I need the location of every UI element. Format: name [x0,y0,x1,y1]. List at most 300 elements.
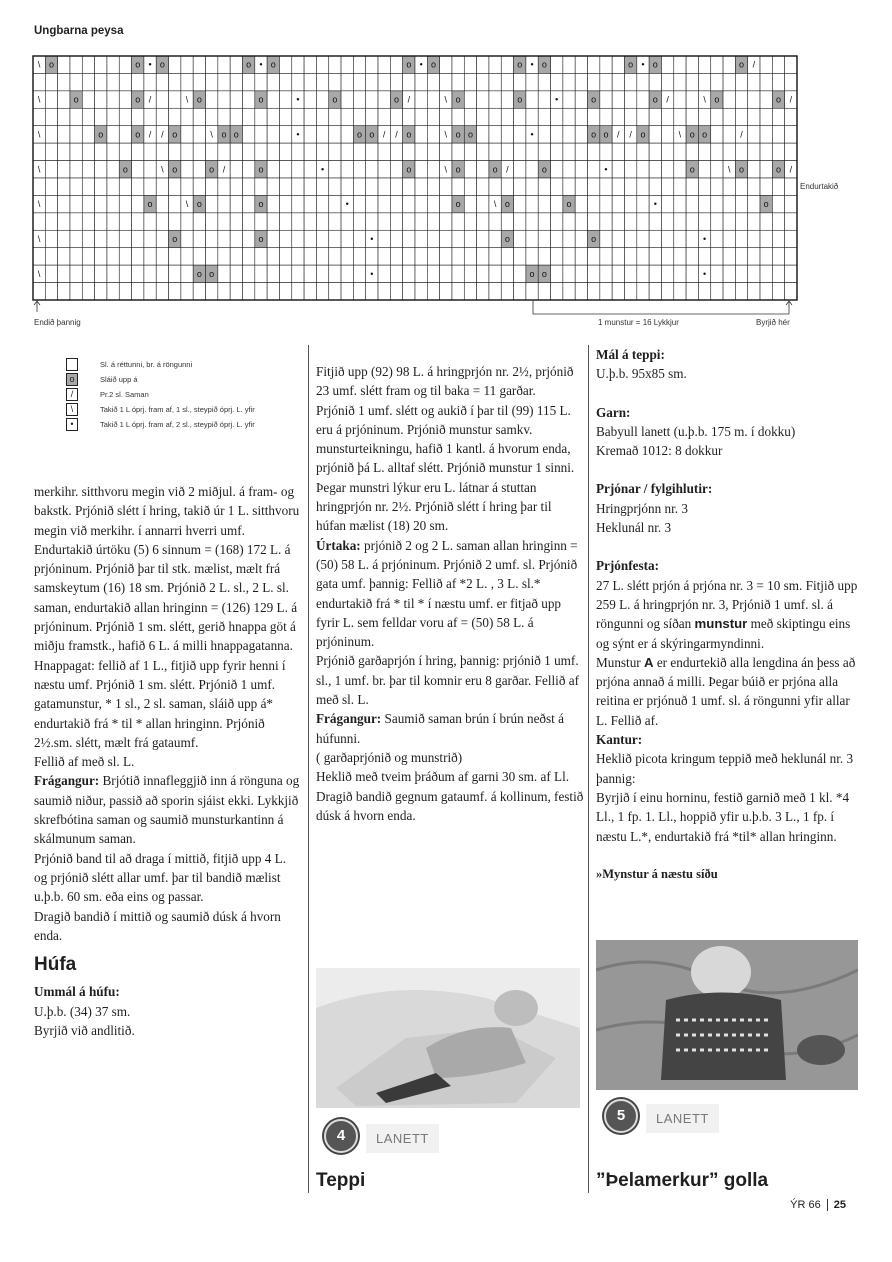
chart-cell [661,195,673,212]
chart-cell [772,195,784,212]
chart-cell [711,213,723,230]
chart-cell [489,283,501,300]
chart-cell [772,265,784,282]
chart-cell [304,283,316,300]
chart-cell [193,178,205,195]
chart-cell [440,108,452,125]
pattern-number-badge: 5 [604,1099,638,1133]
chart-cell [403,108,415,125]
chart-symbol: o [541,164,547,175]
chart-cell [526,230,538,247]
chart-cell [661,248,673,265]
chart-symbol: o [122,164,128,175]
chart-cell [292,108,304,125]
chart-cell [70,230,82,247]
paragraph [596,403,864,422]
chart-symbol: o [258,164,264,175]
cardigan-photo [596,940,858,1090]
chart-cell [452,283,464,300]
chart-cell [82,213,94,230]
chart-cell [477,283,489,300]
chart-cell [267,73,279,90]
chart-cell [649,178,661,195]
chart-symbol: / [789,94,793,105]
chart-cell [415,91,427,108]
chart-cell [341,56,353,73]
chart-cell [514,248,526,265]
chart-cell [624,143,636,160]
chart-cell [760,56,772,73]
baby-on-blanket-image [316,968,580,1108]
chart-cell [33,283,45,300]
chart-cell [772,230,784,247]
chart-cell [304,108,316,125]
chart-cell [206,108,218,125]
chart-cell [267,91,279,108]
chart-cell [119,195,131,212]
chart-symbol: o [270,59,276,70]
chart-cell [403,73,415,90]
chart-symbol: o [467,129,473,140]
chart-cell [637,143,649,160]
chart-cell [600,108,612,125]
chart-cell [316,248,328,265]
chart-cell [181,108,193,125]
chart-cell [378,178,390,195]
chart-cell [58,108,70,125]
chart-cell [33,178,45,195]
chart-label-start: Byrjið hér [756,318,790,327]
chart-cell [70,56,82,73]
chart-cell [144,108,156,125]
chart-cell [624,248,636,265]
chart-cell [107,161,119,178]
chart-cell [477,213,489,230]
chart-cell [661,213,673,230]
chart-cell [464,91,476,108]
chart-cell [501,73,513,90]
chart-cell [661,230,673,247]
chart-cell [304,126,316,143]
chart-cell [316,73,328,90]
chart-cell [218,143,230,160]
chart-cell [218,178,230,195]
chart-cell [427,265,439,282]
chart-cell [218,230,230,247]
chart-cell [95,56,107,73]
chart-cell [107,56,119,73]
chart-cell [329,230,341,247]
chart-cell [686,265,698,282]
chart-cell [390,108,402,125]
chart-cell [440,265,452,282]
chart-cell [600,248,612,265]
chart-cell [341,283,353,300]
chart-cell [242,213,254,230]
column-1 [34,482,302,1040]
chart-cell [366,195,378,212]
chart-cell [661,178,673,195]
chart-cell [415,178,427,195]
chart-cell [119,283,131,300]
chart-symbol: / [740,129,743,140]
chart-cell [230,213,242,230]
chart-cell [82,108,94,125]
chart-cell [551,283,563,300]
chart-cell [403,143,415,160]
urtaka-label: Úrtaka: [316,537,361,553]
chart-cell [378,265,390,282]
chart-cell [563,248,575,265]
chart-cell [119,56,131,73]
chart-cell [45,195,57,212]
chart-cell [33,108,45,125]
chart-cell [748,143,760,160]
chart-cell [415,195,427,212]
chart-symbol: o [640,129,646,140]
chart-symbol: o [135,94,141,105]
chart-cell [464,161,476,178]
chart-cell [378,161,390,178]
chart-cell [588,248,600,265]
chart-cell [230,56,242,73]
chart-cell [58,248,70,265]
chart-symbol: • [604,164,608,175]
garn-label: Garn: [596,404,631,420]
chart-cell [132,178,144,195]
chart-cell [723,265,735,282]
chart-cell [304,56,316,73]
chart-cell [403,283,415,300]
chart-cell [452,143,464,160]
chart-symbol: / [752,59,756,70]
chart-cell [772,178,784,195]
chart-cell [292,73,304,90]
chart-cell [107,126,119,143]
chart-cell [45,283,57,300]
page-title: Ungbarna peysa [34,25,124,37]
page-number [790,1199,846,1211]
chart-cell [70,161,82,178]
chart-cell [501,283,513,300]
chart-cell [772,126,784,143]
chart-symbol: o [135,129,141,140]
chart-cell [588,108,600,125]
chart-cell [169,178,181,195]
paragraph: Byrjið í einu horninu, festið garnið með 1 kl. *4 Ll., 1 fp. 1. Ll., hoppið yfir u.þ.b. 3 L., 1 fp. í næstu L.*, endurtakið frá *til* allan hringinn. [596,789,850,844]
chart-symbol: o [159,59,165,70]
chart-cell [748,265,760,282]
chart-cell [378,108,390,125]
chart-cell [193,56,205,73]
chart-cell [242,108,254,125]
chart-cell [366,108,378,125]
chart-cell [612,161,624,178]
chart-cell [156,91,168,108]
yarn-label: LANETT [366,1124,439,1153]
chart-cell [415,108,427,125]
chart-cell [711,283,723,300]
chart-cell [477,230,489,247]
chart-cell [390,56,402,73]
chart-cell [218,265,230,282]
chart-cell [563,126,575,143]
chart-cell [600,213,612,230]
chart-cell [341,161,353,178]
text: 27 L. slétt prjón á prjóna nr. 3 = 10 sm. Fitjið upp 259 L. á hringprjón nr. 3, Prjónið 1 umf. sl. á röngunni og síðan [596,577,858,632]
chart-symbol: o [209,268,215,279]
paragraph: Heklið picota kringum teppið með heklunál nr. 3 þannig: [596,751,854,786]
chart-cell [624,230,636,247]
chart-cell [144,161,156,178]
chart-cell [366,91,378,108]
chart-cell [378,91,390,108]
chart-cell [563,143,575,160]
chart-cell [415,143,427,160]
chart-cell [279,195,291,212]
chart-cell [267,230,279,247]
baby-in-cardigan-image [596,940,858,1090]
chart-cell [70,126,82,143]
chart-symbol: o [628,59,634,70]
chart-cell [58,73,70,90]
chart-cell [230,230,242,247]
chart-cell [156,283,168,300]
chart-symbol: o [492,164,498,175]
chart-cell [242,230,254,247]
chart-cell [156,73,168,90]
chart-cell [255,283,267,300]
chart-cell [316,108,328,125]
chart-cell [230,108,242,125]
chart-cell [95,161,107,178]
chart-cell [279,283,291,300]
chart-cell [723,195,735,212]
chart-cell [255,265,267,282]
chart-label-unit: 1 munstur = 16 Lykkjur [598,318,679,327]
chart-symbol: o [689,129,695,140]
chart-cell [563,283,575,300]
chart-symbol: o [591,234,597,244]
chart-cell [279,248,291,265]
chart-cell [82,248,94,265]
chart-cell [723,108,735,125]
chart-cell [649,230,661,247]
chart-symbol: / [395,129,398,140]
chart-cell [772,248,784,265]
chart-cell [748,195,760,212]
chart-cell [390,161,402,178]
chart-cell [403,195,415,212]
chart-cell [279,91,291,108]
chart-cell [711,143,723,160]
chart-cell [341,108,353,125]
chart-cell [551,161,563,178]
chart-cell [575,178,587,195]
magazine-issue: ÝR 66 [790,1199,821,1211]
chart-cell [588,283,600,300]
chart-cell [748,73,760,90]
chart-symbol: o [196,94,202,105]
chart-cell [723,143,735,160]
chart-cell [255,178,267,195]
chart-cell [501,56,513,73]
chart-cell [514,73,526,90]
chart-cell [588,178,600,195]
column-3 [596,345,864,884]
chart-symbol: o [196,268,202,279]
chart-cell [181,248,193,265]
chart-cell [119,73,131,90]
chart-cell [637,195,649,212]
chart-cell [637,265,649,282]
chart-symbol: \ [37,59,41,70]
chart-cell [538,195,550,212]
chart-symbol: • [370,268,374,279]
chart-cell [563,213,575,230]
chart-cell [612,56,624,73]
chart-cell [95,143,107,160]
chart-symbol: • [555,94,559,105]
chart-cell [723,248,735,265]
chart-cell [45,143,57,160]
chart-cell [292,265,304,282]
chart-cell [353,265,365,282]
chart-cell [551,248,563,265]
chart-cell [82,56,94,73]
chart-symbol: / [617,129,620,140]
chart-cell [575,265,587,282]
chart-symbol: \ [444,164,448,175]
chart-symbol: o [332,94,338,105]
legend-text: Takið 1 L óprj. fram af, 2 sl., steypið óprj. L. yfir [100,420,255,429]
chart-cell [58,230,70,247]
chart-cell [477,126,489,143]
chart-cell [760,91,772,108]
chart-symbol: • [530,59,534,70]
chart-cell [538,108,550,125]
chart-cell [119,248,131,265]
chart-cell [292,178,304,195]
chart-cell [206,56,218,73]
blanket-photo [316,968,580,1108]
chart-cell [452,178,464,195]
chart-cell [218,73,230,90]
chart-cell [70,143,82,160]
chart-cell [304,91,316,108]
chart-cell [304,178,316,195]
chart-cell [649,213,661,230]
chart-symbol: \ [37,234,41,244]
chart-cell [661,265,673,282]
chart-cell [378,230,390,247]
chart-cell [612,213,624,230]
chart-cell [45,126,57,143]
chart-symbol: \ [37,164,41,175]
chart-cell [772,108,784,125]
chart-cell [464,73,476,90]
chart-symbol: o [603,129,609,140]
chart-symbol: / [629,129,632,140]
chart-symbol: o [246,59,252,70]
chart-cell [132,283,144,300]
chart-cell [489,73,501,90]
chart-cell [649,265,661,282]
chart-cell [674,161,686,178]
chart-cell [144,143,156,160]
chart-cell [341,248,353,265]
chart-symbol: o [763,199,769,210]
chart-cell [230,178,242,195]
chart-cell [353,230,365,247]
chart-symbol: \ [444,94,448,105]
chart-cell [267,143,279,160]
chart-cell [230,195,242,212]
chart-cell [489,230,501,247]
chart-cell [70,248,82,265]
chart-cell [600,91,612,108]
chart-symbol: • [703,234,707,244]
chart-cell [82,143,94,160]
chart-cell [304,161,316,178]
chart-symbol: • [259,59,263,70]
page-number-value: 25 [827,1199,846,1211]
chart-symbol: o [739,164,745,175]
chart-cell [378,283,390,300]
text: með skiptingu eins og sýnt er á skýringarmyndinni. [596,616,851,651]
chart-cell [785,178,797,195]
chart-cell [563,265,575,282]
chart-cell [464,283,476,300]
fragangur-label: Frágangur: [316,711,382,727]
chart-cell [772,213,784,230]
chart-symbol: • [703,268,707,279]
paragraph [596,730,864,749]
chart-cell [637,213,649,230]
chart-cell [723,213,735,230]
chart-cell [58,195,70,212]
chart-cell [156,178,168,195]
paragraph [596,345,864,364]
chart-symbol: o [258,94,264,105]
chart-cell [686,73,698,90]
chart-cell [292,283,304,300]
chart-cell [427,178,439,195]
paragraph: Fitjið upp (92) 98 L. á hringprjón nr. 2½, prjónið 23 umf. slétt fram og til baka = 11 garðar. [316,364,574,399]
paragraph: merkihr. sitthvoru megin við 2 miðjul. á fram- og bakstk. Prjónið slétt í hring, takið úr 1 L. sitthvoru megin við merkihr. í annarri hverri umf. Endurtakið úrtöku (5) 6 sinnum = (168) 172 L. á prjóninum. Prjónið þar til stk. mælist, mælt frá samskeytum (16) 18 sm. Prjónið 2 L. sl., 2 L. sl. saman, endurtakið allan hringinn = (126) 129 L. á prjóninum. Prjónið 1 sm. slétt, gerið hnappa göt á miðju framstk., hafið 6 L. á milli hnappagatanna. [34,484,300,654]
chart-cell [329,126,341,143]
chart-cell [181,283,193,300]
chart-cell [119,126,131,143]
chart-cell [45,73,57,90]
chart-cell [686,213,698,230]
chart-cell [403,178,415,195]
chart-cell [279,230,291,247]
paragraph: Heklið með tveim þráðum af garni 30 sm. af Ll. Dragið bandið gegnum gataumf. á kollinum, festið dúsk á hvorn enda. [316,769,584,823]
chart-symbol: o [591,94,597,105]
chart-cell [440,56,452,73]
chart-cell [489,178,501,195]
chart-cell [575,195,587,212]
chart-cell [255,213,267,230]
column-divider [308,345,309,1193]
chart-cell [95,265,107,282]
chart-cell [723,126,735,143]
paragraph: Byrjið við andlitið. [34,1023,135,1039]
chart-cell [686,248,698,265]
chart-cell [477,178,489,195]
chart-symbol: / [148,94,152,105]
